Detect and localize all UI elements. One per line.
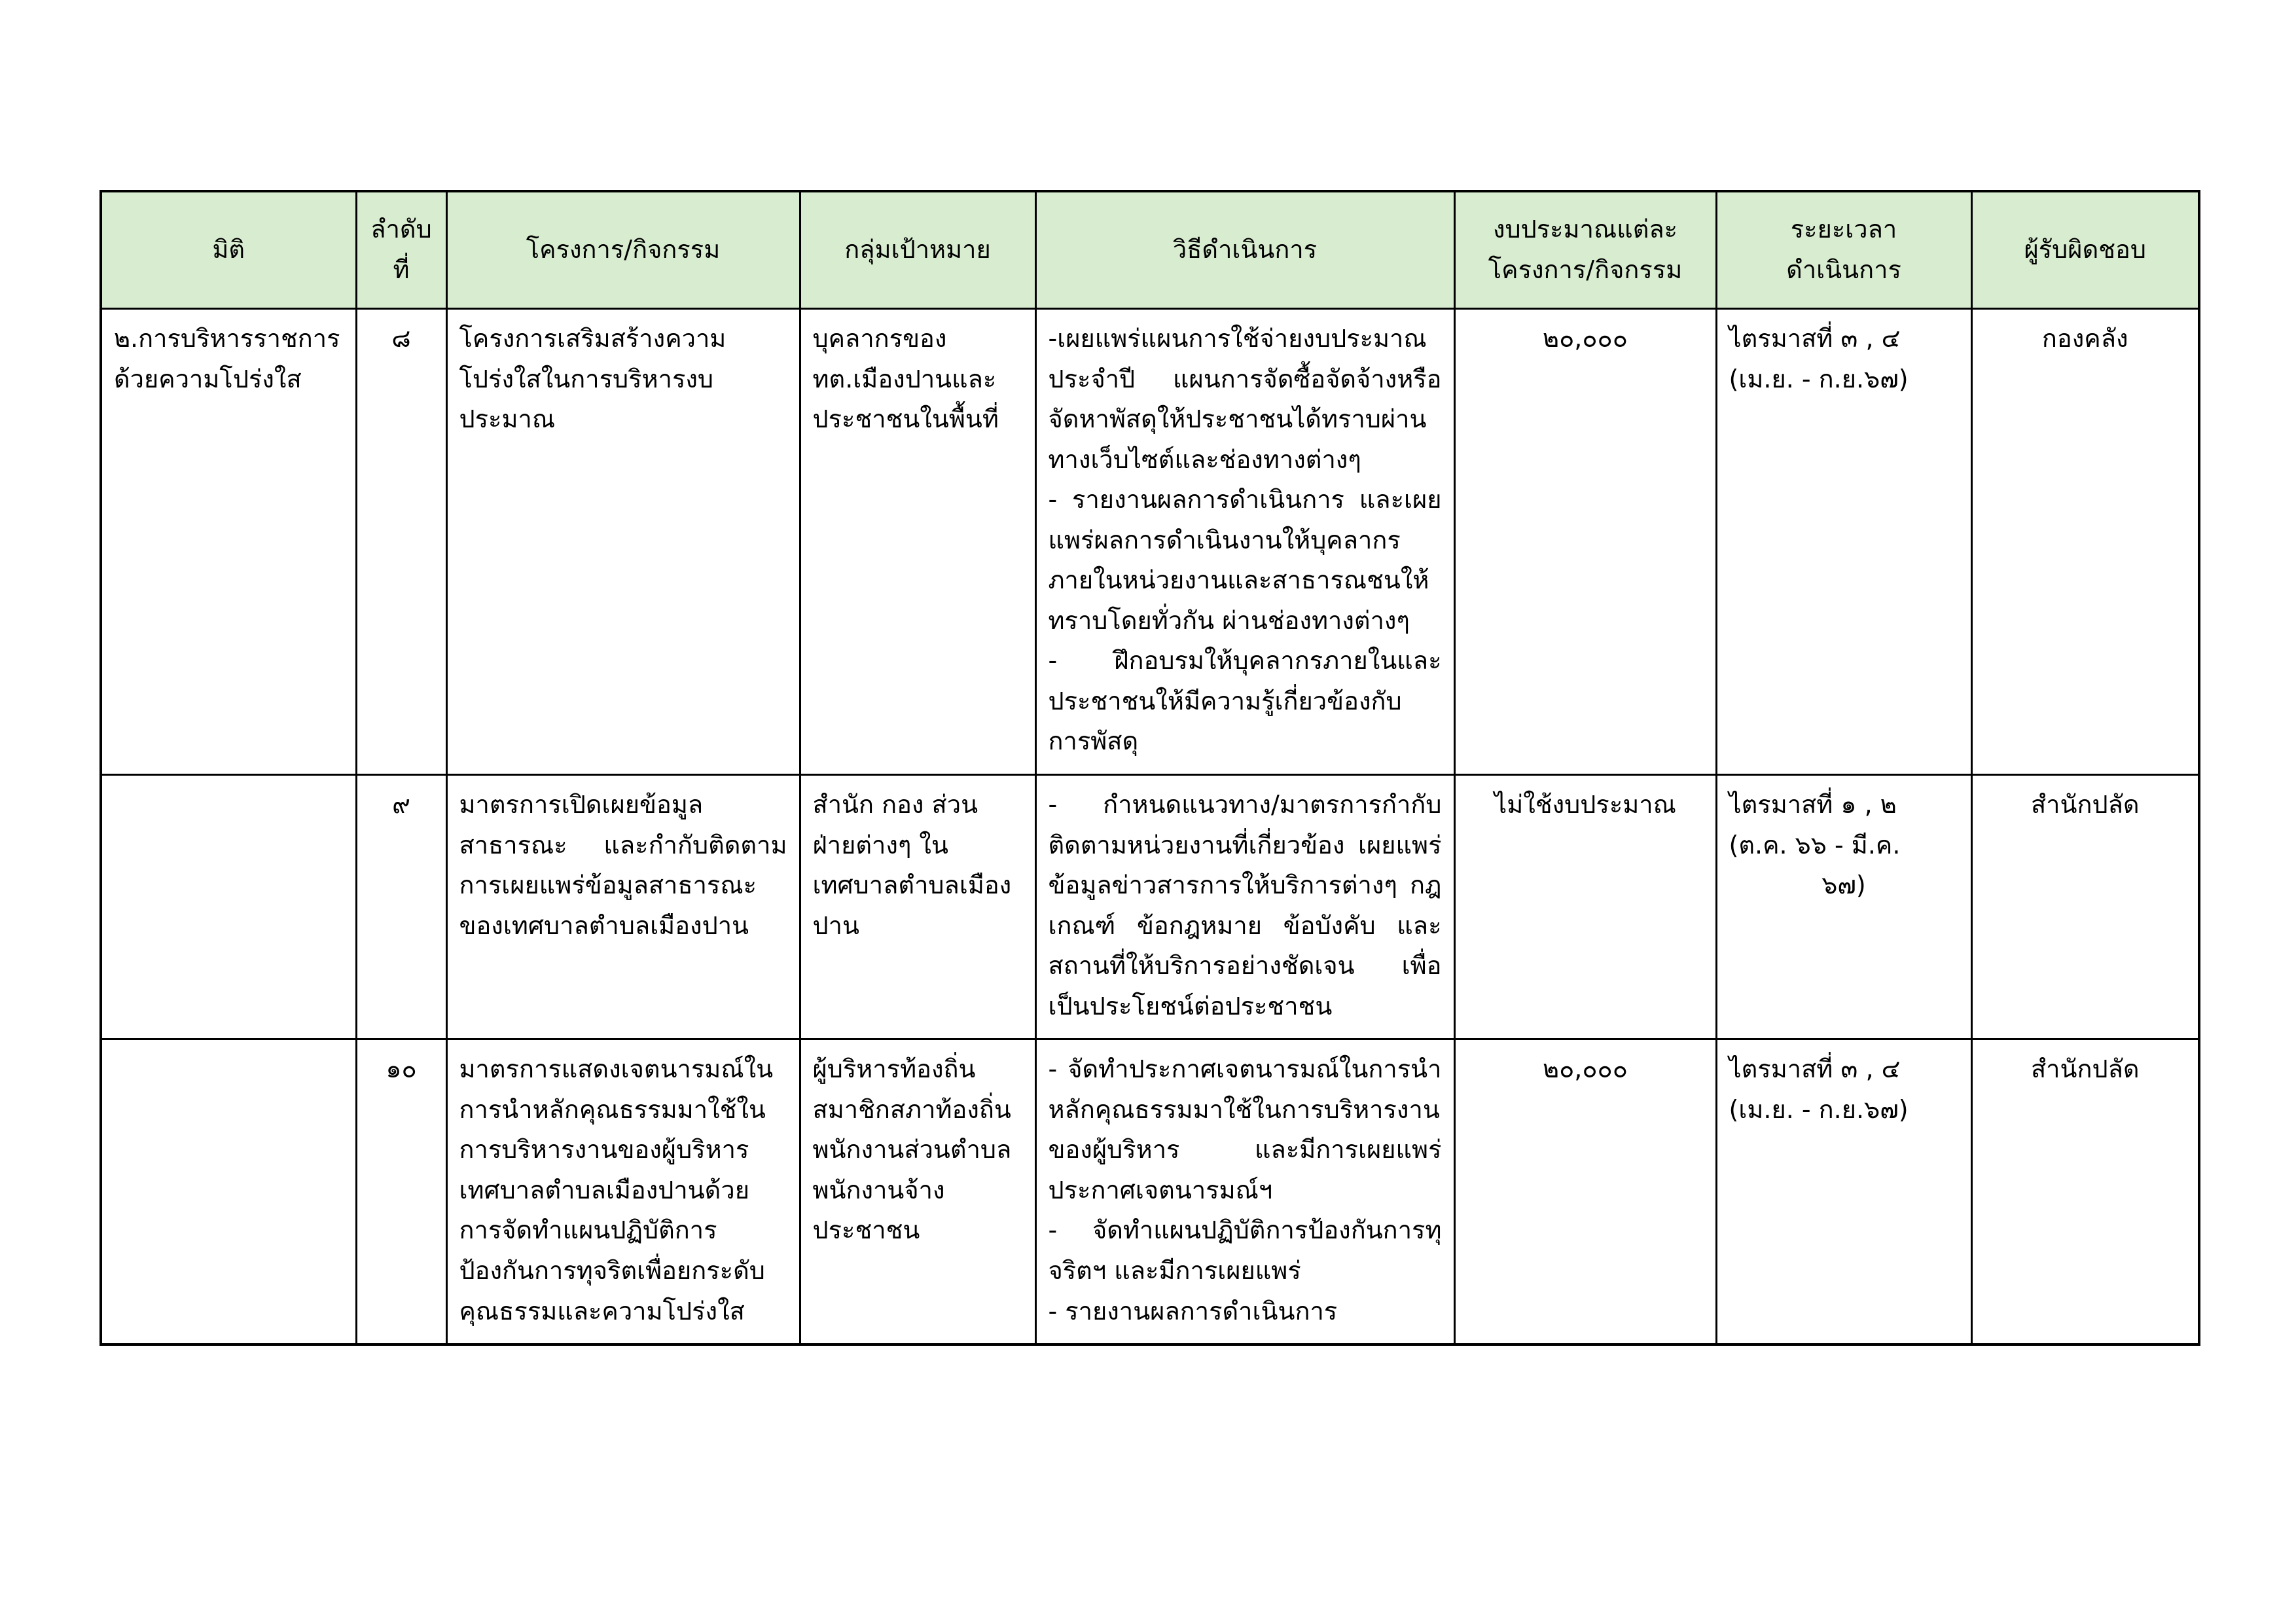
period-line: ไตรมาสที่ ๓ , ๔ bbox=[1729, 1055, 1901, 1084]
cell-period bbox=[1716, 309, 1971, 775]
column-header-seq-line-2: ที่ bbox=[393, 255, 410, 284]
method-bullet: - จัดทำประกาศเจตนารมณ์ในการนำหลักคุณธรรมมาใช้ในการบริหารงานของผู้บริหาร และมีการเผยแพร่ประกาศเจตนารมณ์ฯ bbox=[1048, 1055, 1442, 1204]
cell-method bbox=[1035, 309, 1454, 775]
cell-budget: ๒๐,๐๐๐ bbox=[1454, 1039, 1716, 1344]
cell-dimension bbox=[101, 1039, 356, 1344]
column-header-project bbox=[446, 191, 800, 309]
cell-dimension: ๒.การบริหารราชการด้วยความโปร่งใส bbox=[101, 309, 356, 775]
column-header-dimension-line-1: มิติ bbox=[212, 235, 245, 264]
table-row bbox=[101, 1039, 2199, 1344]
period-line: (เม.ย. - ก.ย.๖๗) bbox=[1729, 1094, 1909, 1124]
cell-period bbox=[1716, 775, 1971, 1039]
column-header-project-line-1: โครงการ/กิจกรรม bbox=[526, 235, 721, 264]
column-header-seq bbox=[356, 191, 446, 309]
cell-project: โครงการเสริมสร้างความโปร่งใสในการบริหารงบประมาณ bbox=[446, 309, 800, 775]
cell-project: มาตรการเปิดเผยข้อมูลสาธารณะ และกำกับติดตามการเผยแพร่ข้อมูลสาธารณะของเทศบาลตำบลเมืองปาน bbox=[446, 775, 800, 1039]
period-line: ๖๗) bbox=[1821, 871, 1866, 900]
column-header-target bbox=[800, 191, 1035, 309]
column-header-dimension bbox=[101, 191, 356, 309]
table-header-row bbox=[101, 191, 2199, 309]
cell-budget: ไม่ใช้งบประมาณ bbox=[1454, 775, 1716, 1039]
column-header-budget-line-1: งบประมาณแต่ละ bbox=[1492, 215, 1678, 244]
method-bullet: -เผยแพร่แผนการใช้จ่ายงบประมาณประจำปี แผนการจัดซื้อจัดจ้างหรือจัดหาพัสดุให้ประชาชนได้ทราบผ่านทางเว็บไซต์และช่องทางต่างๆ bbox=[1048, 324, 1442, 474]
column-header-owner-line-1: ผู้รับผิดชอบ bbox=[2024, 235, 2146, 264]
column-header-budget bbox=[1454, 191, 1716, 309]
column-header-method-line-1: วิธีดำเนินการ bbox=[1172, 235, 1318, 264]
cell-dimension bbox=[101, 775, 356, 1039]
action-plan-table bbox=[99, 190, 2200, 1346]
cell-seq: ๙ bbox=[356, 775, 446, 1039]
period-line: ไตรมาสที่ ๑ , ๒ bbox=[1729, 790, 1897, 820]
table-row bbox=[101, 775, 2199, 1039]
column-header-period-line-1: ระยะเวลา bbox=[1790, 215, 1897, 244]
cell-budget: ๒๐,๐๐๐ bbox=[1454, 309, 1716, 775]
method-bullet: - จัดทำแผนปฏิบัติการป้องกันการทุจริตฯ และมีการเผยแพร่ bbox=[1048, 1216, 1442, 1286]
column-header-period-line-2: ดำเนินการ bbox=[1786, 255, 1901, 284]
cell-period bbox=[1716, 1039, 1971, 1344]
column-header-period bbox=[1716, 191, 1971, 309]
column-header-seq-line-1: ลำดับ bbox=[370, 215, 432, 244]
method-bullet: - กำหนดแนวทาง/มาตรการกำกับติดตามหน่วยงานที่เกี่ยวข้อง เผยแพร่ข้อมูลข่าวสารการให้บริการต่างๆ กฎเกณฑ์ ข้อกฎหมาย ข้อบังคับ และสถานที่ให้บริการอย่างชัดเจน เพื่อเป็นประโยชน์ต่อประชาชน bbox=[1048, 790, 1442, 1020]
column-header-owner bbox=[1971, 191, 2199, 309]
period-line: (เม.ย. - ก.ย.๖๗) bbox=[1729, 364, 1909, 393]
cell-owner: สำนักปลัด bbox=[1971, 775, 2199, 1039]
table-row bbox=[101, 309, 2199, 775]
cell-seq: ๘ bbox=[356, 309, 446, 775]
period-line: ไตรมาสที่ ๓ , ๔ bbox=[1729, 324, 1901, 353]
cell-seq: ๑๐ bbox=[356, 1039, 446, 1344]
cell-method bbox=[1035, 775, 1454, 1039]
period-line: (ต.ค. ๖๖ - มี.ค. bbox=[1729, 830, 1901, 859]
cell-target: บุคลากรของทต.เมืองปานและประชาชนในพื้นที่ bbox=[800, 309, 1035, 775]
cell-target: ผู้บริหารท้องถิ่น สมาชิกสภาท้องถิ่น พนักงานส่วนตำบล พนักงานจ้าง ประชาชน bbox=[800, 1039, 1035, 1344]
cell-owner: กองคลัง bbox=[1971, 309, 2199, 775]
method-bullet: - รายงานผลการดำเนินการ และเผยแพร่ผลการดำเนินงานให้บุคลากรภายในหน่วยงานและสาธารณชนให้ทราบโดยทั่วกัน ผ่านช่องทางต่างๆ bbox=[1048, 485, 1442, 635]
cell-method bbox=[1035, 1039, 1454, 1344]
cell-target: สำนัก กอง ส่วน ฝ่ายต่างๆ ในเทศบาลตำบลเมืองปาน bbox=[800, 775, 1035, 1039]
column-header-budget-line-2: โครงการ/กิจกรรม bbox=[1488, 255, 1683, 284]
column-header-target-line-1: กลุ่มเป้าหมาย bbox=[844, 235, 991, 264]
cell-project: มาตรการแสดงเจตนารมณ์ในการนำหลักคุณธรรมมาใช้ในการบริหารงานของผู้บริหารเทศบาลตำบลเมืองปานด้วยการจัดทำแผนปฏิบัติการป้องกันการทุจริตเพื่อยกระดับคุณธรรมและความโปร่งใส bbox=[446, 1039, 800, 1344]
column-header-method bbox=[1035, 191, 1454, 309]
method-bullet: - รายงานผลการดำเนินการ bbox=[1048, 1296, 1338, 1326]
cell-owner: สำนักปลัด bbox=[1971, 1039, 2199, 1344]
method-bullet: - ฝึกอบรมให้บุคลากรภายในและประชาชนให้มีความรู้เกี่ยวข้องกับการพัสดุ bbox=[1048, 646, 1442, 756]
